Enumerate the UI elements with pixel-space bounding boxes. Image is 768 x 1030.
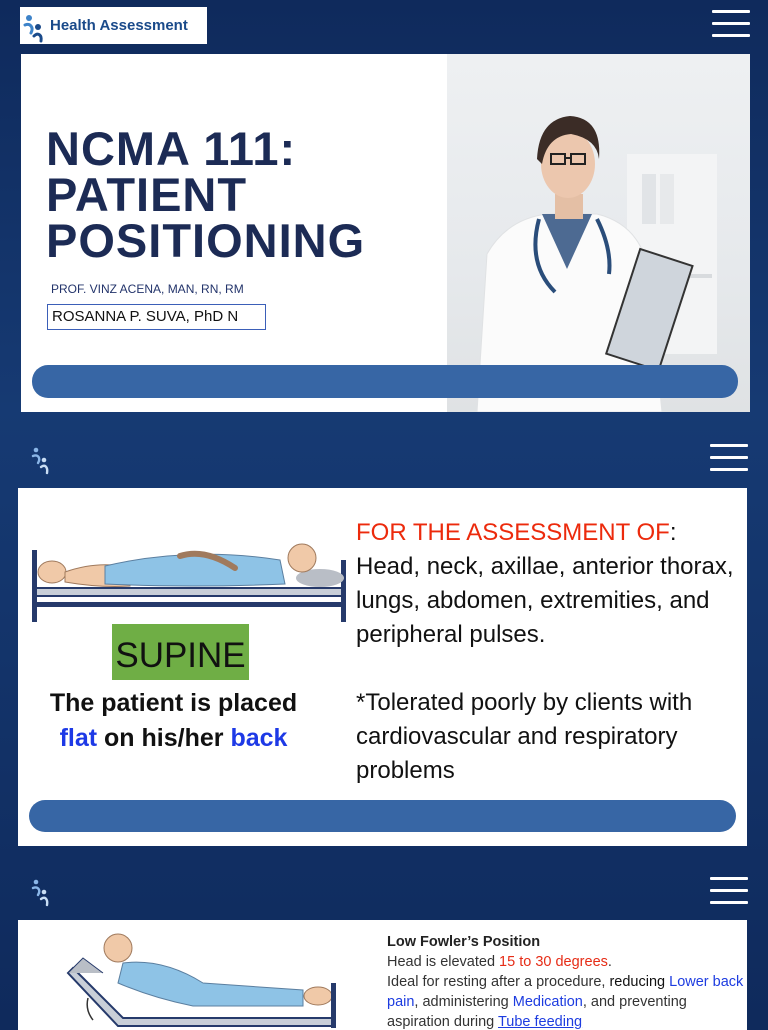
low-fowler-bed-illustration (63, 928, 353, 1028)
low-fowler-preventing: , and preventing aspiration during (387, 994, 687, 1030)
title-line-3: POSITIONING (46, 214, 366, 267)
low-fowler-reducing: reducing (609, 974, 670, 990)
position-label: SUPINE (115, 636, 246, 675)
assessment-label: FOR THE ASSESSMENT OF (356, 519, 670, 546)
slide-supine (18, 488, 747, 846)
low-fowler-title: Low Fowler’s Position (387, 934, 541, 950)
slide-title (21, 54, 750, 412)
description-flat: flat (59, 724, 98, 752)
slide-title-heading (46, 122, 366, 267)
assessment-block (356, 516, 747, 788)
supine-bed-illustration (30, 538, 350, 628)
logo-text: Health Assessment (50, 17, 188, 34)
title-line-2: PATIENT (46, 168, 248, 221)
professor-name: PROF. VINZ ACENA, MAN, RN, RM (51, 282, 244, 296)
nurse-photo (447, 54, 750, 412)
slide-bar (29, 800, 736, 832)
assessment-text: Head, neck, axillae, anterior thorax, lungs, abdomen, extremities, and peripheral pulses. (356, 553, 734, 648)
low-fowler-back-pain: Lower back pain (387, 974, 744, 1010)
logo[interactable] (20, 7, 207, 44)
position-label-box (112, 624, 249, 680)
low-fowler-line2: Ideal for resting after a procedure, (387, 974, 610, 990)
menu-icon[interactable] (712, 10, 750, 40)
position-description (36, 686, 311, 756)
low-fowler-medication: Medication (512, 994, 583, 1010)
brand-icon (30, 445, 52, 475)
assessment-note: *Tolerated poorly by clients with cardiovascular and respiratory problems (356, 689, 693, 784)
low-fowler-period: . (607, 954, 612, 970)
presenter-name: ROSANNA P. SUVA, PhD N (47, 304, 266, 330)
logo-icon (20, 9, 48, 43)
low-fowler-administering: , administering (414, 994, 513, 1010)
slide-low-fowler (18, 920, 747, 1030)
low-fowler-tube-feeding: Tube feeding (497, 1014, 583, 1030)
assessment-colon: : (669, 519, 677, 546)
menu-icon[interactable] (710, 877, 748, 907)
low-fowler-line1: Head is elevated (387, 954, 500, 970)
nurse-illustration (447, 54, 750, 412)
description-back: back (230, 724, 288, 752)
title-line-1: NCMA 111: (46, 122, 297, 175)
description-mid: on his/her (97, 724, 231, 752)
description-text: The patient is placed (49, 689, 298, 717)
low-fowler-text (387, 932, 747, 1030)
slide-bar (32, 365, 738, 398)
brand-icon (30, 877, 52, 907)
menu-icon[interactable] (710, 444, 748, 474)
low-fowler-degrees: 15 to 30 degrees (499, 954, 608, 970)
